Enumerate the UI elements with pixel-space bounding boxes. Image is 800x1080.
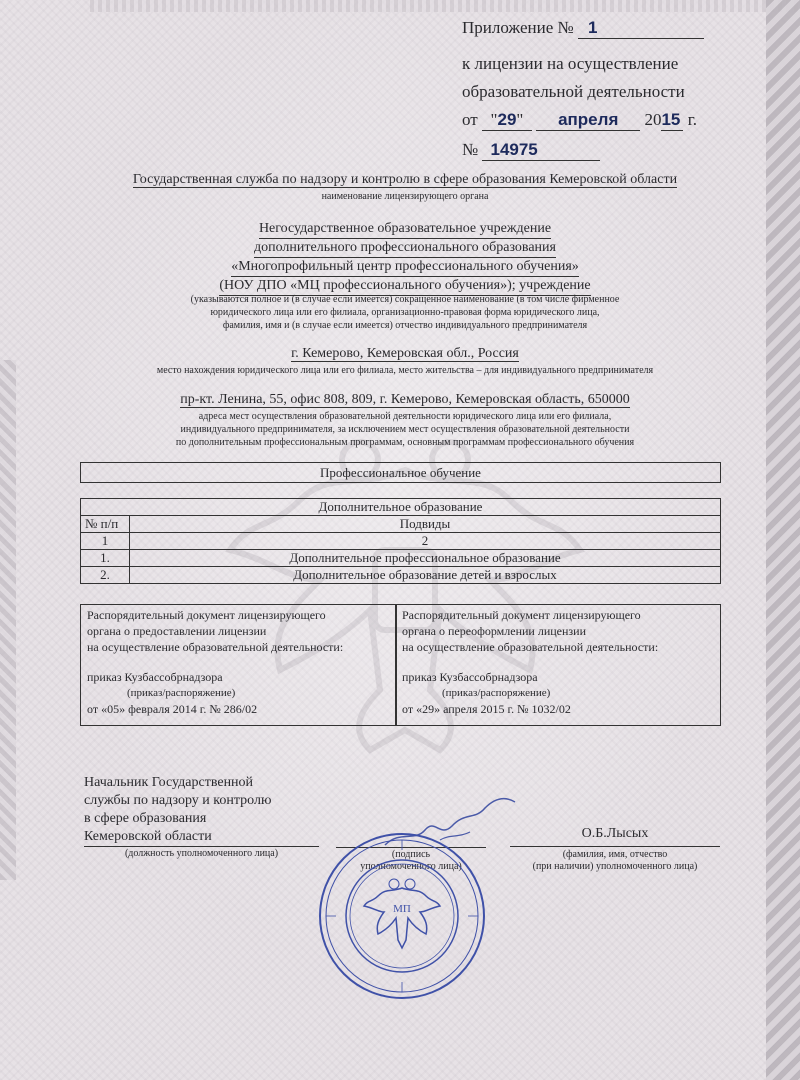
- authority-caption: наименование лицензирующего органа: [321, 191, 489, 202]
- name-caption: (фамилия, имя, отчество (при наличии) уполномоченного лица): [532, 849, 698, 872]
- appendix-label: Приложение №: [462, 18, 574, 37]
- signatory-name: О.Б.Лысых: [581, 826, 649, 841]
- signatory-position: Начальник Государственной службы по надзору и контролю в сфере образования Кемеровской области: [84, 774, 319, 847]
- appendix-number-field: [578, 18, 704, 39]
- order-grant-box: Распорядительный документ лицензирующего органа о предоставлении лицензии на осуществление образовательной деятельности: приказ Кузбассобрнадзора (приказ/распоряжение) от «05» февраля 2014 г. № 286/02: [80, 604, 397, 726]
- guilloche-border-left: [0, 360, 16, 880]
- date-year-prefix: 20: [644, 110, 662, 129]
- guilloche-border-top: [90, 0, 800, 12]
- appendix-date-line: от "29" апреля 2015 г.: [462, 110, 698, 129]
- appendix-label-line: [462, 18, 704, 39]
- name-line: [510, 845, 720, 847]
- address-caption: адреса мест осуществления образовательной деятельности юридического лица или его филиала, индивидуального предпринимателя, за исключением мест осуществления образовательной деятельности по дополнительным профессиональным программам, основным программам профессионального обучения: [175, 411, 635, 448]
- org-name-line-1: Негосударственное образовательное учреждение: [259, 220, 551, 239]
- prof-training-box: Профессиональное обучение: [80, 462, 721, 483]
- order-reissue-box: Распорядительный документ лицензирующего органа о переоформлении лицензии на осуществление образовательной деятельности: приказ Кузбассобрнадзора (приказ/распоряжение) от «29» апреля 2015 г. № 1032/02: [395, 604, 721, 726]
- position-caption: (должность уполномоченного лица): [124, 848, 279, 859]
- date-month: апреля: [558, 110, 619, 129]
- appendix-line-3: образовательной деятельности: [462, 82, 685, 101]
- org-name-line-3: «Многопрофильный центр профессионального обучения»: [231, 258, 579, 277]
- location: г. Кемерово, Кемеровская обл., Россия: [291, 346, 519, 361]
- address: пр-кт. Ленина, 55, офис 808, 809, г. Кемерово, Кемеровская область, 650000: [180, 392, 630, 407]
- order-grant-type: приказ Кузбассобрнадзора: [87, 670, 223, 684]
- order-reissue-date: от «29» апреля 2015 г. № 1032/02: [402, 702, 571, 716]
- authority-name: Государственная служба по надзору и контролю в сфере образования Кемеровской области: [132, 172, 678, 187]
- col-no-header: № п/п: [81, 516, 130, 533]
- license-number-line: [462, 140, 600, 161]
- table-row: 1. Дополнительное профессиональное образование: [81, 550, 721, 567]
- license-no-label: №: [462, 140, 479, 159]
- signature-caption: (подпись уполномоченного лица): [360, 849, 462, 872]
- col-subtypes-header: Подвиды: [130, 516, 721, 533]
- table-row: 1 2: [81, 533, 721, 550]
- org-name-line-2: дополнительного профессионального образования: [254, 239, 556, 258]
- organization-caption: (указываются полное и (в случае если имеется) сокращенное наименование (в том числе фирменное юридического лица или его филиала, организационно-правовая форма юридического лица, фамилия, имя и (в случае если имеется) отчество индивидуального предпринимателя: [190, 294, 620, 331]
- order-grant-date: от «05» февраля 2014 г. № 286/02: [87, 702, 258, 716]
- date-year-suffix: 15: [661, 110, 681, 129]
- date-day: 29: [497, 110, 517, 129]
- seal-label: МП: [393, 903, 411, 915]
- location-caption: место нахождения юридического лица или его филиала, место жительства – для индивидуального предпринимателя: [156, 365, 654, 376]
- date-from-label: от: [462, 110, 478, 129]
- table-row: 2. Дополнительное образование детей и взрослых: [81, 567, 721, 584]
- organization-name: [80, 220, 730, 296]
- guilloche-border-right: [766, 0, 800, 1080]
- additional-education-table: [80, 498, 721, 584]
- license-number: 14975: [490, 140, 538, 159]
- appendix-line-2: к лицензии на осуществление: [462, 54, 679, 73]
- org-name-line-4: (НОУ ДПО «МЦ профессионального обучения»); учреждение: [219, 277, 590, 296]
- additional-education-title: Дополнительное образование: [81, 499, 721, 516]
- appendix-number: 1: [587, 18, 598, 37]
- official-seal: [316, 830, 488, 1002]
- date-year-end: г.: [687, 110, 698, 129]
- order-reissue-type: приказ Кузбассобрнадзора: [402, 670, 538, 684]
